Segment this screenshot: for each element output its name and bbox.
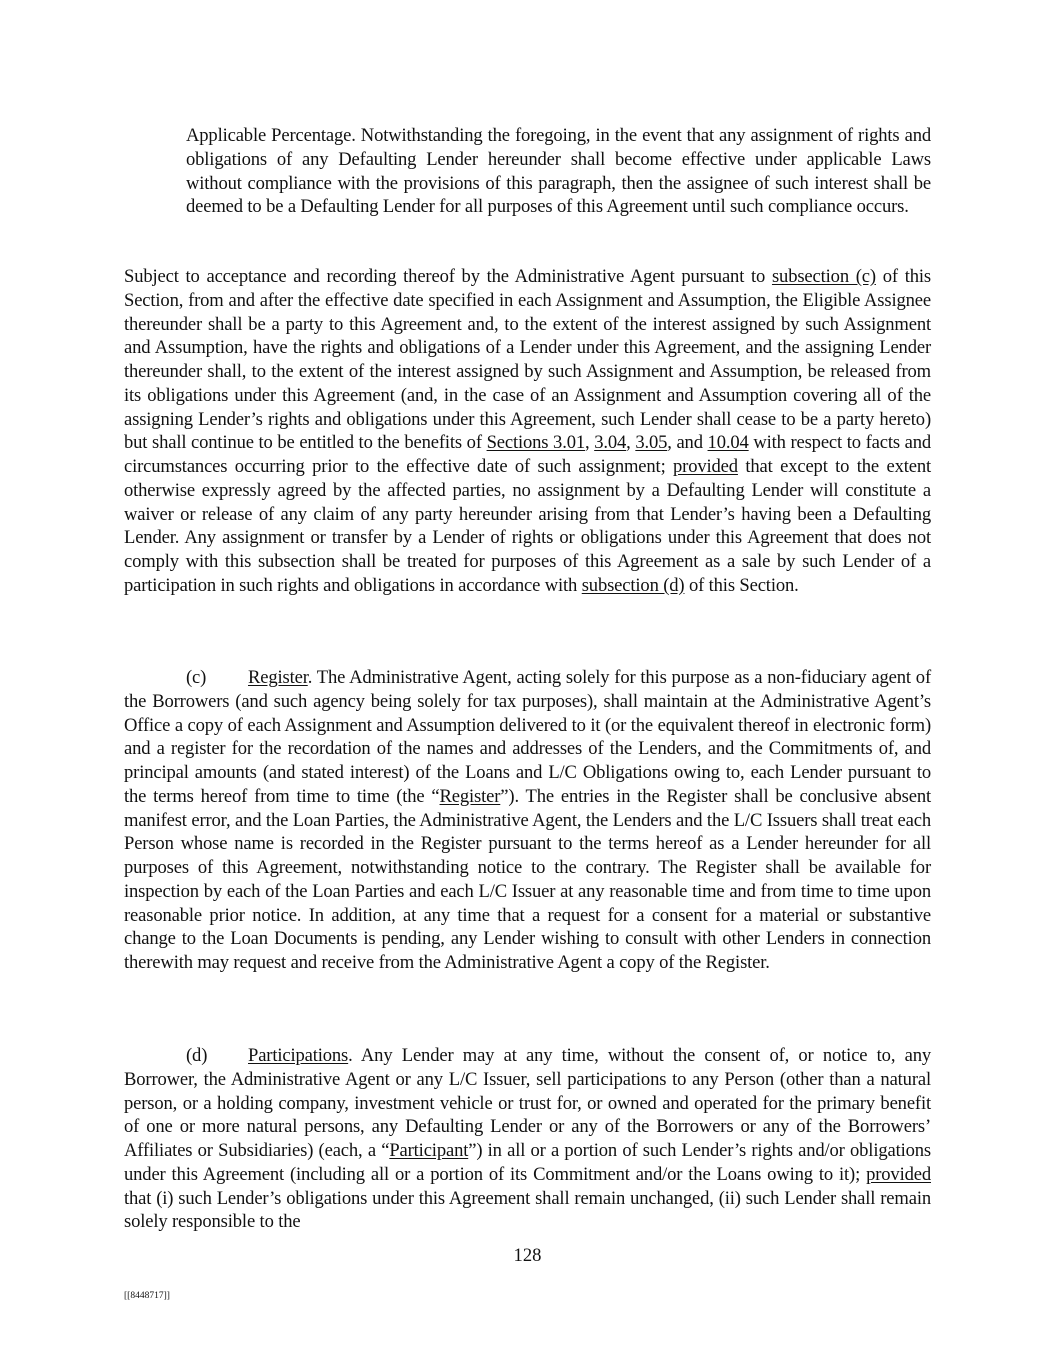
text-run: ,	[585, 432, 595, 454]
clause-label: (d)	[186, 1045, 208, 1066]
text-run: , and	[667, 432, 708, 454]
link-section-3-05[interactable]: 3.05	[635, 432, 668, 454]
paragraph-participations	[124, 1044, 931, 1234]
paragraph-text: Applicable Percentage. Notwithstanding the foregoing, in the event that any assignment of rights and obligations of any Defaulting Lender hereunder shall become effective under applicable Laws without compliance with the provisions of this paragraph, then the assignee of such interest shall be deemed to be a Defaulting Lender for all purposes of this Agreement until such compliance occurs.	[186, 125, 931, 218]
text-run: of this Section.	[684, 574, 799, 596]
text-run: ”) in all or a portion of such Lender’s rights and/or obligations under this Agreement (including all or a portion of its Commitment and/or the Loans owing to it);	[124, 1140, 931, 1185]
paragraph-defaulting-lender-assignment	[186, 124, 931, 219]
defined-term-participant: Participant	[389, 1140, 469, 1161]
defined-term-register: Register	[439, 785, 501, 807]
document-id: [[8448717]]	[124, 1291, 170, 1301]
term-provided: provided	[673, 456, 738, 477]
text-run: that except to the extent otherwise expressly agreed by the affected parties, no assignment by a Defaulting Lender will constitute a waiver or release of any claim of any party hereunder arising from that Lender’s having been a Defaulting Lender. Any assignment or transfer by a Lender of rights or obligations under this Agreement that does not comply with this subsection shall be treated for purposes of this Agreement as a sale by such Lender of a participation in such rights and obligations in accordance with	[124, 456, 931, 596]
link-subsection-c[interactable]: subsection (c)	[771, 266, 876, 287]
paragraph-assignment-effect	[124, 265, 931, 598]
text-run: Subject to acceptance and recording thereof by the Administrative Agent pursuant to	[124, 266, 772, 287]
text-run: . Any Lender may at any time, without the consent of, or notice to, any Borrower, the Administrative Agent or any L/C Issuer, sell participations to any Person (other than a natural person, or a holding company, investment vehicle or trust for, or owned and operated for the primary benefit of one or more natural persons, any Defaulting Lender or any of the Borrowers or any of the Borrowers’ Affiliates or Subsidiaries) (each, a “	[124, 1045, 931, 1161]
clause-heading-participations: Participations	[248, 1045, 349, 1066]
link-section-3-04[interactable]: 3.04	[594, 432, 627, 454]
link-subsection-d[interactable]: subsection (d)	[581, 574, 685, 596]
page-number: 128	[513, 1245, 542, 1266]
text-run: with respect to facts and circumstances occurring prior to the effective date of such assignment;	[124, 432, 932, 477]
text-run: . The Administrative Agent, acting solely for this purpose as a non-fiduciary agent of the Borrowers (and such agency being solely for tax purposes), shall maintain at the Administrative Agent’s Office a copy of each Assignment and Assumption delivered to it (or the equivalent thereof in electronic form) and a register for the recordation of the names and addresses of the Lenders, and the Commitments of, and principal amounts (and stated interest) of the Loans and L/C Obligations owing to, each Lender pursuant to the terms hereof from time to time (the “	[124, 667, 931, 807]
text-run: of this Section, from and after the effective date specified in each Assignment and Assumption, the Eligible Assignee thereunder shall be a party to this Agreement and, to the extent of the interest assigned by such Assignment and Assumption, have the rights and obligations of a Lender under this Agreement, and the assigning Lender thereunder shall, to the extent of the interest assigned by such Assignment and Assumption, be released from its obligations under this Agreement (and, in the case of an Assignment and Assumption covering all of the assigning Lender’s rights and obligations under this Agreement, such Lender shall cease to be a party hereto) but shall continue to be entitled to the benefits of	[124, 266, 931, 454]
link-section-10-04[interactable]: 10.04	[707, 432, 749, 454]
paragraph-register	[124, 666, 931, 975]
link-section-3-01[interactable]: Sections 3.01	[486, 432, 585, 454]
term-provided: provided	[866, 1163, 931, 1185]
text-run: ”). The entries in the Register shall be conclusive absent manifest error, and the Loan Parties, the Administrative Agent, the Lenders and the L/C Issuers shall treat each Person whose name is recorded in the Register pursuant to the terms hereof as a Lender hereunder for all purposes of this Agreement, notwithstanding notice to the contrary. The Register shall be available for inspection by each of the Loan Parties and each L/C Issuer at any reasonable time and from time to time upon reasonable prior notice. In addition, at any time that a request for a consent for a material or substantive change to the Loan Documents is pending, any Lender wishing to consult with other Lenders in connection therewith may request and receive from the Administrative Agent a copy of the Register.	[124, 785, 931, 973]
clause-heading-register: Register	[248, 667, 308, 688]
text-run: ,	[626, 432, 636, 454]
text-run: that (i) such Lender’s obligations under this Agreement shall remain unchanged, (ii) such Lender shall remain solely responsible to the	[124, 1187, 931, 1233]
clause-label: (c)	[186, 667, 207, 688]
